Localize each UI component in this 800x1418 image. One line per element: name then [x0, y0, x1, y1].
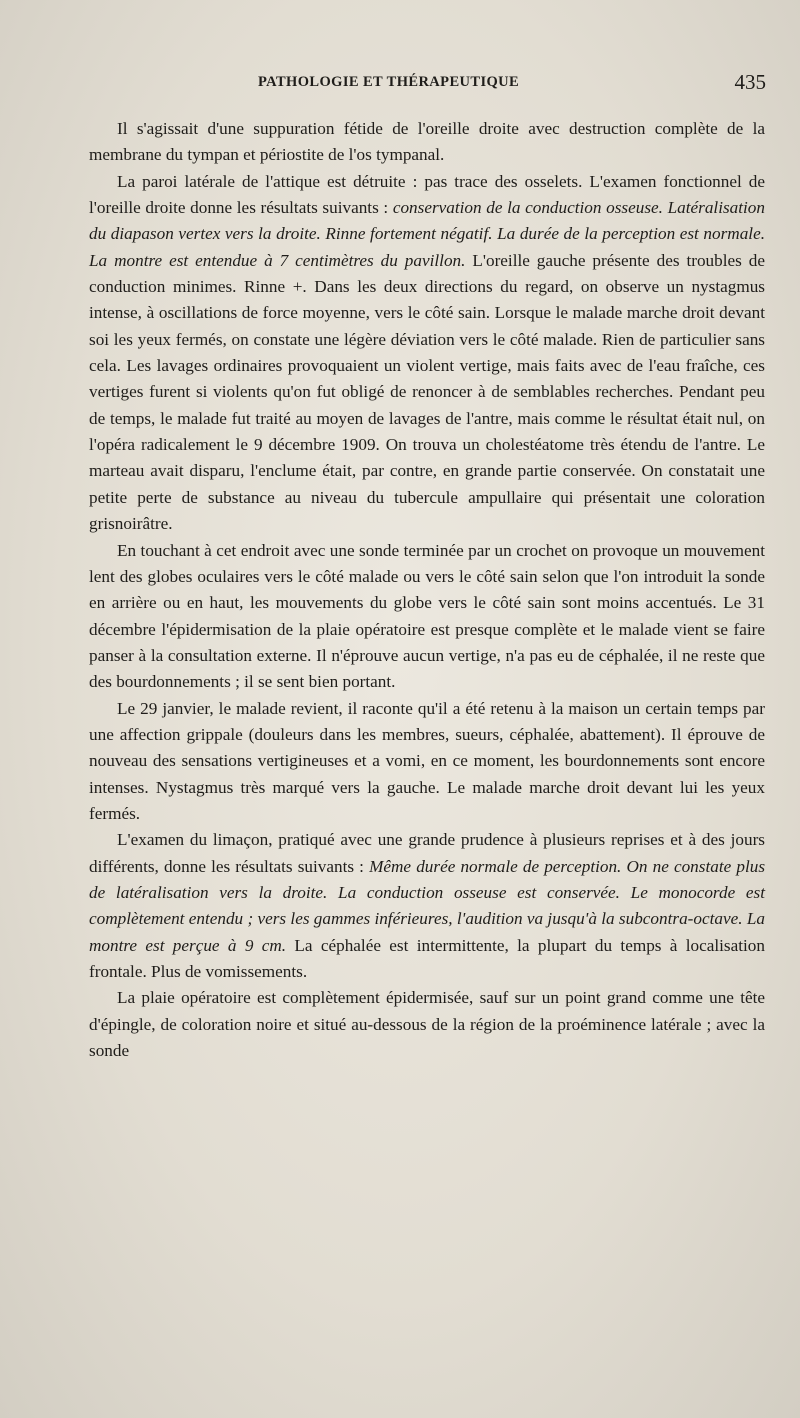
body-text [89, 116, 765, 1064]
text-run: Le 29 janvier, le malade revient, il raconte qu'il a été retenu à la maison un certain temps par une affection grippale (douleurs dans les membres, sueurs, céphalée, abattement). Il éprouve de nouveau des sensations vertigineuses et a vomi, en ce moment, les bourdonnements sont encore intenses. Nystagmus très marqué vers la gauche. Le malade marche droit devant lui les yeux fermés. [89, 698, 765, 823]
page-header [90, 70, 766, 100]
paragraph [89, 696, 765, 828]
paragraph [89, 116, 765, 169]
text-run: La plaie opératoire est complètement épidermisée, sauf sur un point grand comme une tête d'épingle, de coloration noire et situé au-dessous de la région de la proéminence latérale ; avec la sonde [89, 988, 765, 1061]
text-run: En touchant à cet endroit avec une sonde terminée par un crochet on provoque un mouvement lent des globes oculaires vers le côté malade ou vers le côté sain selon que l'on introduit la sonde en arrière ou en haut, les mouvements du globe vers le côté sain sont moins accentués. Le 31 décembre l'épidermisation de la plaie opératoire est presque complète et le malade vient se faire panser à la consultation externe. Il n'éprouve aucun vertige, n'a pas eu de céphalée, il ne reste que des bourdonnements ; il se sent bien portant. [89, 540, 765, 692]
paragraph [89, 169, 765, 538]
text-run: La céphalée est intermittente, la plupart du temps à localisation frontale. Plus de vomissements. [89, 935, 765, 981]
italic-text-run: Même durée normale de perception. On ne constate plus de latéralisation vers la droite. La conduction osseuse est conservée. Le monocorde est complètement entendu ; vers les gammes inférieures, l'audition va jusqu'à la subcontra-octave. La montre est perçue à 9 cm. [89, 856, 766, 955]
page-number: 435 [734, 70, 766, 94]
text-run: Il s'agissait d'une suppuration fétide de l'oreille droite avec destruction complète de la membrane du tympan et périostite de l'os tympanal. [89, 119, 765, 165]
italic-text-run: conservation de la conduction osseuse. Latéralisation du diapason vertex vers la droite. Rinne fortement négatif. La durée de la perception est normale. La montre est entendue à 7 centimètres du pavillon. [89, 198, 765, 270]
text-run: L'oreille gauche présente des troubles de conduction minimes. Rinne +. Dans les deux directions du regard, on observe un nystagmus intense, à oscillations de force moyenne, vers le côté sain. Lorsque le malade marche droit devant soi les yeux fermés, on constate une légère déviation vers le côté malade. Rien de particulier sans cela. Les lavages ordinaires provoquaient un violent vertige, mais faits avec de l'eau fraîche, ces vertiges furent si violents qu'on fut obligé de renoncer à de semblables recherches. Pendant peu de temps, le malade fut traité au moyen de lavages de l'antre, mais comme le résultat était nul, on l'opéra radicalement le 9 décembre 1909. On trouva un cholestéatome très étendu de l'antre. Le marteau avait disparu, l'enclume était, par contre, en grande partie conservée. On constatait une petite perte de substance au niveau du tubercule ampullaire qui présentait une coloration grisnoirâtre. [89, 250, 765, 534]
paragraph [89, 985, 765, 1064]
running-title: PATHOLOGIE ET THÉRAPEUTIQUE [258, 74, 520, 90]
text-run: L'examen du limaçon, pratiqué avec une grande prudence à plusieurs reprises et à des jours différents, donne les résultats suivants : [89, 830, 765, 876]
text-run: La paroi latérale de l'attique est détruite : pas trace des osselets. L'examen fonctionnel de l'oreille droite donne les résultats suivants : [89, 171, 765, 218]
paragraph [89, 827, 765, 985]
paragraph [89, 538, 765, 696]
